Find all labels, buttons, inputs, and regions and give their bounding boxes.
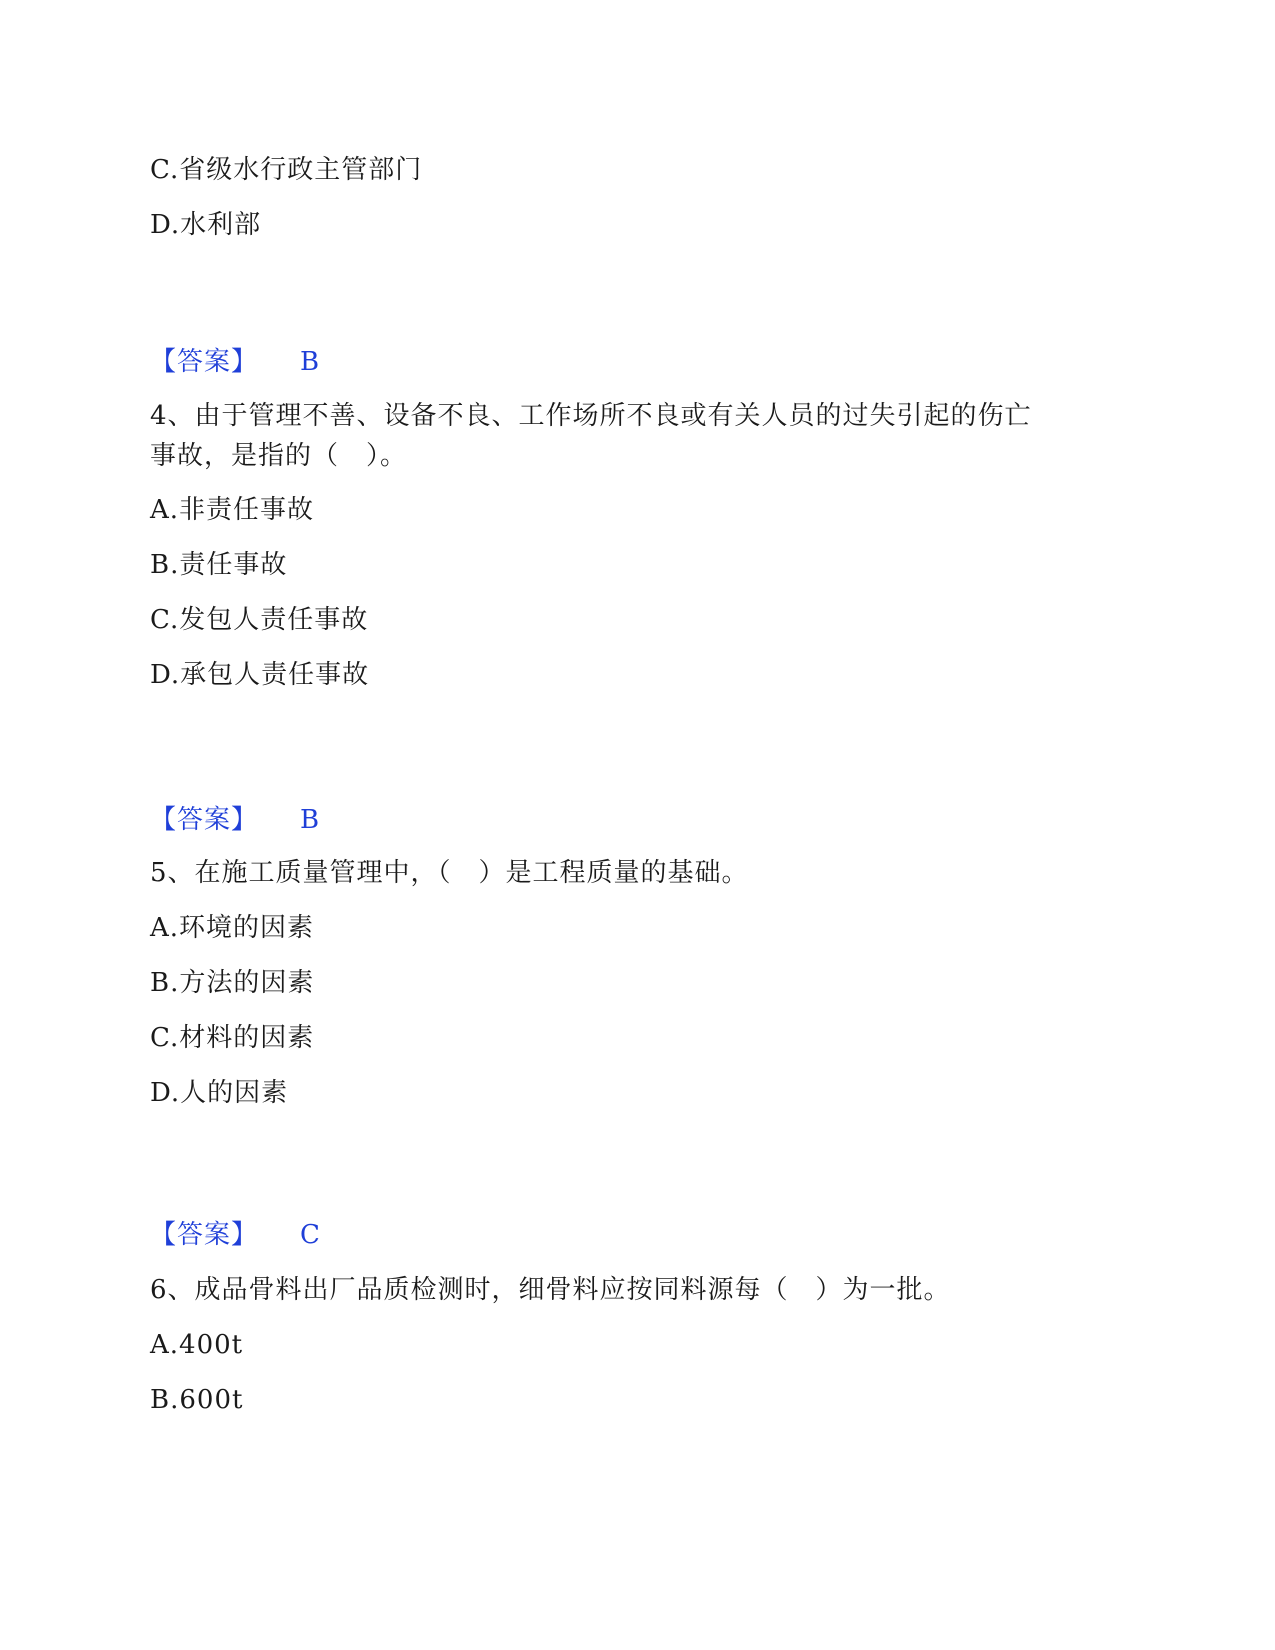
- q6-option-b: B.600t: [150, 1385, 244, 1415]
- q5-option-b: B.方法的因素: [150, 968, 315, 998]
- q4-option-a: A.非责任事故: [150, 495, 315, 525]
- answer-value: B: [300, 347, 321, 377]
- answer-label: 【答案】: [150, 805, 259, 835]
- q4-stem-line2: 事故，是指的（ ）。: [150, 441, 408, 471]
- answer-label: 【答案】: [150, 1220, 259, 1250]
- q5-option-d: D.人的因素: [150, 1078, 289, 1108]
- q6-stem: 6、成品骨料出厂品质检测时，细骨料应按同料源每（ ）为一批。: [150, 1275, 951, 1305]
- q4-answer: [150, 800, 320, 840]
- answer-value: C: [300, 1220, 321, 1250]
- q3-option-d: D.水利部: [150, 210, 262, 240]
- q3-answer: [150, 342, 320, 382]
- answer-label: 【答案】: [150, 347, 259, 377]
- q5-answer: [150, 1215, 321, 1255]
- q5-stem: 5、在施工质量管理中，（ ）是工程质量的基础。: [150, 858, 749, 888]
- q4-option-b: B.责任事故: [150, 550, 288, 580]
- q5-option-a: A.环境的因素: [150, 913, 315, 943]
- q4-option-d: D.承包人责任事故: [150, 660, 370, 690]
- q6-option-a: A.400t: [150, 1330, 244, 1360]
- q4-stem-line1: 4、由于管理不善、设备不良、工作场所不良或有关人员的过失引起的伤亡: [150, 401, 1032, 431]
- q3-option-c: C.省级水行政主管部门: [150, 155, 423, 185]
- answer-value: B: [300, 805, 321, 835]
- q5-option-c: C.材料的因素: [150, 1023, 315, 1053]
- q4-option-c: C.发包人责任事故: [150, 605, 369, 635]
